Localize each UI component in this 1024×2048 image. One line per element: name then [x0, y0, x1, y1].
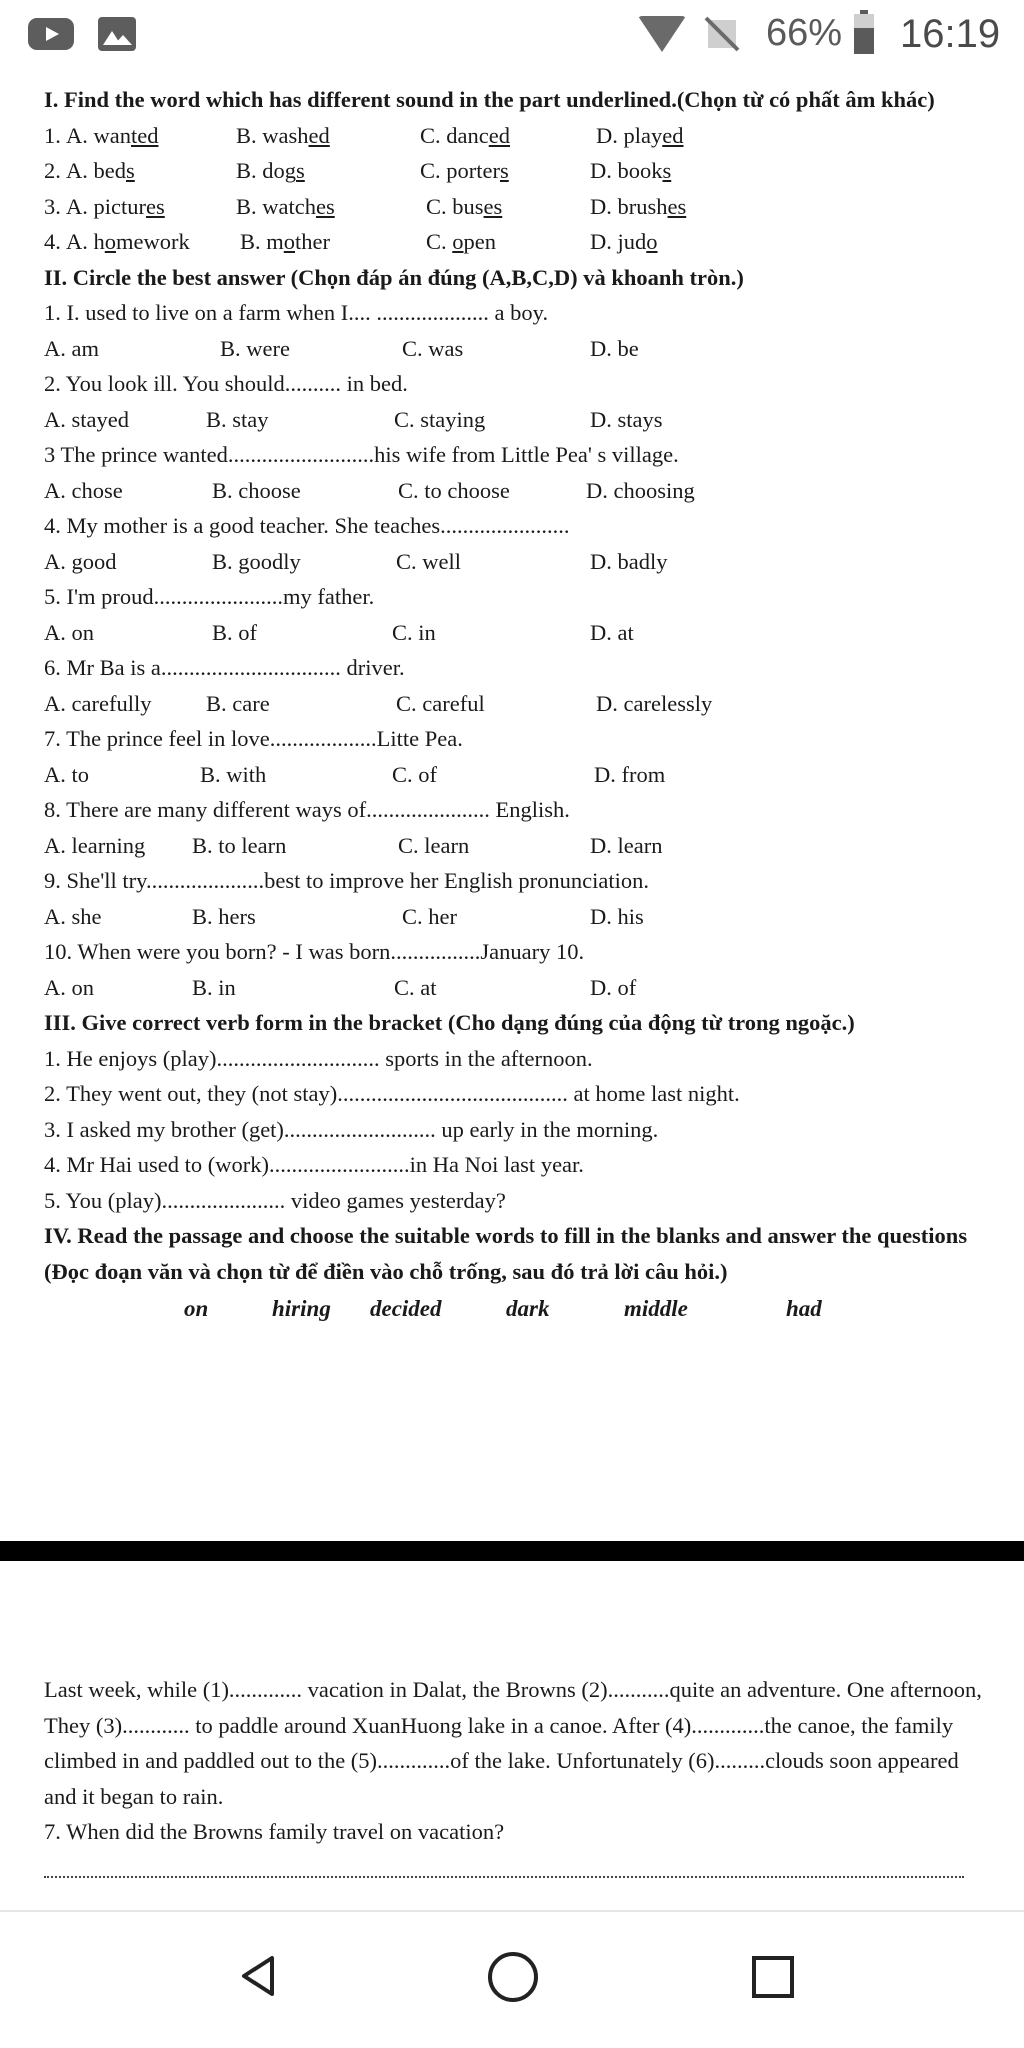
section3-heading: III. Give correct verb form in the bracket (Cho dạng đúng của động từ trong ngoặc.) — [44, 1010, 855, 1035]
s3-item-4: 4. Mr Hai used to (work).........................in Ha Noi last year. — [44, 1152, 584, 1177]
s2-q8-option-b: B. to learn — [192, 832, 287, 858]
s2-options-9 — [44, 899, 994, 935]
wifi-icon — [638, 16, 686, 52]
s2-q4-option-c: C. well — [396, 548, 461, 574]
s2-q4-option-a: A. good — [44, 548, 117, 574]
s2-question-4: 4. My mother is a good teacher. She teaches....................... — [44, 513, 570, 538]
s3-item-2: 2. They went out, they (not stay)......................................... at home last night. — [44, 1081, 740, 1106]
battery-icon — [854, 14, 874, 54]
s2-options-7 — [44, 757, 994, 793]
s2-q10-option-b: B. in — [192, 974, 236, 1000]
s2-q8-option-d: D. learn — [590, 832, 663, 858]
s1-row-4-c: C. open — [426, 229, 497, 254]
home-icon[interactable] — [488, 1952, 538, 2002]
s1-row-4-b: B. mother — [240, 229, 330, 254]
s2-question-1: 1. I. used to live on a farm when I.... .................... a boy. — [44, 300, 549, 325]
s2-q8-option-a: A. learning — [44, 832, 146, 858]
s2-options-2 — [44, 402, 994, 438]
recent-apps-icon[interactable] — [752, 1956, 794, 1998]
s2-q6-option-d: D. carelessly — [596, 690, 713, 716]
no-signal-icon — [704, 16, 740, 52]
s1-row-1-num: 1. — [44, 122, 61, 148]
s2-q7-option-b: B. with — [200, 761, 267, 787]
s3-item-1: 1. He enjoys (play)............................. sports in the afternoon. — [44, 1045, 593, 1071]
s2-q1-option-d: D. be — [590, 335, 639, 361]
navigation-bar — [0, 1912, 1024, 2048]
s2-q6-option-b: B. care — [206, 690, 270, 716]
worksheet-continued — [44, 1672, 994, 1878]
s2-question-10: 10. When were you born? - I was born................January 10. — [44, 939, 585, 964]
s1-row-3-d: D. brushes — [590, 193, 687, 219]
s2-question-8: 8. There are many different ways of...................... English. — [44, 797, 570, 822]
s2-q8-option-c: C. learn — [398, 832, 470, 858]
s2-q3-option-b: B. choose — [212, 477, 301, 503]
word-option: decided — [370, 1296, 442, 1321]
youtube-notification-icon — [28, 18, 74, 50]
s2-q9-option-d: D. his — [590, 903, 644, 929]
s2-question-2: 2. You look ill. You should.......... in bed. — [44, 371, 408, 396]
s1-row-3 — [44, 189, 994, 225]
s2-q2-option-c: C. staying — [394, 406, 486, 432]
s2-q2-option-b: B. stay — [206, 406, 269, 432]
s3-item-3: 3. I asked my brother (get)........................... up early in the morning. — [44, 1116, 659, 1142]
s2-q6-option-c: C. careful — [396, 690, 485, 716]
gallery-notification-icon — [98, 17, 136, 51]
s1-row-2 — [44, 153, 994, 189]
answer-line — [44, 1856, 964, 1878]
s2-options-4 — [44, 544, 994, 580]
s2-options-5 — [44, 615, 994, 651]
s2-q5-option-c: C. in — [392, 619, 436, 645]
s2-q5-option-d: D. at — [590, 619, 634, 645]
status-bar — [0, 0, 1024, 70]
s2-options-3 — [44, 473, 994, 509]
s2-q9-option-c: C. her — [402, 903, 457, 929]
s1-row-2-b: B. dogs — [236, 158, 305, 183]
s2-q4-option-d: D. badly — [590, 548, 668, 574]
s2-q2-option-a: A. stayed — [44, 406, 129, 432]
s2-options-6 — [44, 686, 994, 722]
s1-row-1-b: B. washed — [236, 122, 330, 148]
s2-question-6: 6. Mr Ba is a................................ driver. — [44, 655, 405, 680]
s2-q7-option-c: C. of — [392, 761, 437, 787]
s3-item-5: 5. You (play)...................... video games yesterday? — [44, 1187, 506, 1213]
s1-row-4-d: D. judo — [590, 229, 658, 254]
s1-row-2-num: 2. — [44, 158, 61, 183]
s2-q3-option-d: D. choosing — [586, 477, 695, 503]
s1-row-3-b: B. watches — [236, 193, 335, 219]
worksheet — [44, 82, 994, 1329]
s1-row-2-c: C. porters — [420, 158, 509, 183]
s2-options-8 — [44, 828, 994, 864]
s1-row-2-a: A. beds — [66, 158, 135, 183]
word-option: middle — [624, 1296, 688, 1321]
battery-percentage: 66% — [766, 12, 843, 54]
s1-row-3-c: C. buses — [426, 193, 503, 219]
s2-q5-option-a: A. on — [44, 619, 94, 645]
back-icon[interactable] — [238, 1954, 278, 1998]
word-option: on — [184, 1296, 209, 1321]
s2-q1-option-b: B. were — [220, 335, 290, 361]
passage: Last week, while (1)............. vacation in Dalat, the Browns (2)...........quite an adventure. One afternoon, They (3)............ to paddle around XuanHuong lake in a canoe. After (4).............the canoe, the family climbed in and paddled out to the (5).............of the lake. Unfortunately (6).........clouds soon appeared and it began to rain. — [44, 1677, 982, 1809]
s2-q10-option-d: D. of — [590, 974, 637, 1000]
s2-q4-option-b: B. goodly — [212, 548, 301, 574]
s2-q5-option-b: B. of — [212, 619, 257, 645]
s1-row-1-a: A. wanted — [66, 122, 159, 148]
s1-row-4-num: 4. — [44, 229, 61, 254]
s2-question-9: 9. She'll try.....................best to improve her English pronunciation. — [44, 868, 650, 893]
page-divider — [0, 1541, 1024, 1561]
s1-row-1-c: C. danced — [420, 122, 510, 148]
question-7: 7. When did the Browns family travel on vacation? — [44, 1819, 505, 1844]
section4-heading: IV. Read the passage and choose the suitable words to fill in the blanks and answer the questions (Đọc đoạn văn và chọn từ để điền vào chỗ trống, sau đó trả lời câu hỏi.) — [44, 1223, 968, 1284]
s2-q7-option-a: A. to — [44, 761, 89, 787]
s2-q7-option-d: D. from — [594, 761, 666, 787]
s2-q10-option-c: C. at — [394, 974, 437, 1000]
s1-row-3-a: A. pictures — [66, 193, 165, 219]
s2-q2-option-d: D. stays — [590, 406, 663, 432]
s2-q6-option-a: A. carefully — [44, 690, 152, 716]
s2-question-5: 5. I'm proud.......................my father. — [44, 584, 375, 609]
word-box — [44, 1289, 994, 1329]
s2-question-7: 7. The prince feel in love...................Litte Pea. — [44, 726, 463, 751]
section2-heading: II. Circle the best answer (Chọn đáp án đúng (A,B,C,D) và khoanh tròn.) — [44, 264, 744, 290]
s1-row-1 — [44, 118, 994, 154]
s2-options-10 — [44, 970, 994, 1006]
s2-question-3: 3 The prince wanted..........................his wife from Little Pea' s village. — [44, 442, 679, 467]
s1-row-4 — [44, 224, 994, 260]
s1-row-3-num: 3. — [44, 193, 61, 219]
s2-q3-option-a: A. chose — [44, 477, 123, 503]
s2-q10-option-a: A. on — [44, 974, 94, 1000]
clock: 16:19 — [900, 12, 1001, 56]
s1-row-1-d: D. played — [596, 122, 684, 148]
s1-row-4-a: A. homework — [66, 229, 190, 254]
s2-options-1 — [44, 331, 994, 367]
s2-q1-option-a: A. am — [44, 335, 99, 361]
s2-q1-option-c: C. was — [402, 335, 464, 361]
s2-q9-option-a: A. she — [44, 903, 102, 929]
word-option: dark — [506, 1296, 550, 1321]
s2-q9-option-b: B. hers — [192, 903, 256, 929]
s1-row-2-d: D. books — [590, 158, 672, 183]
word-option: had — [786, 1296, 822, 1321]
section1-heading: I. Find the word which has different sound in the part underlined.(Chọn từ có phất âm khác) — [44, 87, 935, 112]
s2-q3-option-c: C. to choose — [398, 477, 510, 503]
word-option: hiring — [272, 1296, 331, 1321]
